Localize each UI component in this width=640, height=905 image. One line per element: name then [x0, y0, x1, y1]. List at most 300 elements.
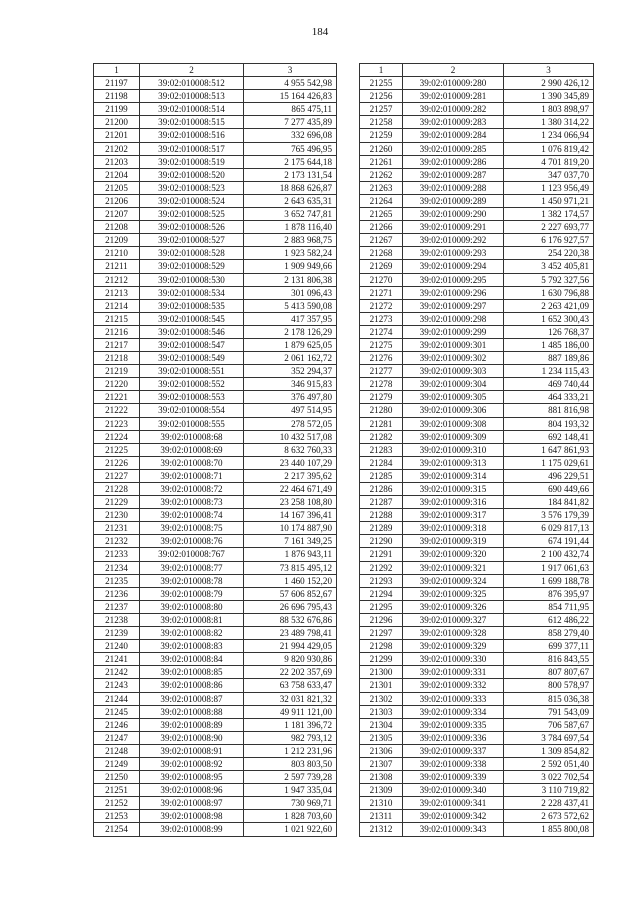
- table-row: [94, 744, 337, 757]
- row-number-cell: 21264: [360, 194, 403, 207]
- table-row: [94, 273, 337, 286]
- value-cell: 2 173 131,54: [244, 168, 337, 181]
- value-cell: 1 309 854,82: [504, 744, 594, 757]
- row-number-cell: 21258: [360, 116, 403, 129]
- cadastral-number-cell: 39:02:010009:336: [403, 731, 504, 744]
- cadastral-number-cell: 39:02:010008:73: [140, 496, 244, 509]
- table-row: [94, 221, 337, 234]
- cadastral-number-cell: 39:02:010009:317: [403, 509, 504, 522]
- table-row: [360, 666, 594, 679]
- value-cell: 3 652 747,81: [244, 208, 337, 221]
- cadastral-number-cell: 39:02:010009:286: [403, 155, 504, 168]
- value-cell: 49 911 121,00: [244, 705, 337, 718]
- value-cell: 1 212 231,96: [244, 744, 337, 757]
- row-number-cell: 21240: [94, 640, 140, 653]
- row-number-cell: 21208: [94, 221, 140, 234]
- value-cell: 612 486,22: [504, 613, 594, 626]
- table-row: [94, 90, 337, 103]
- row-number-cell: 21229: [94, 496, 140, 509]
- table-row: [94, 299, 337, 312]
- cadastral-number-cell: 39:02:010009:308: [403, 417, 504, 430]
- cadastral-number-cell: 39:02:010008:82: [140, 627, 244, 640]
- row-number-cell: 21282: [360, 430, 403, 443]
- table-row: [360, 194, 594, 207]
- row-number-cell: 21300: [360, 666, 403, 679]
- table-row: [94, 548, 337, 561]
- cadastral-number-cell: 39:02:010008:75: [140, 522, 244, 535]
- row-number-cell: 21266: [360, 221, 403, 234]
- row-number-cell: 21211: [94, 260, 140, 273]
- value-cell: 22 464 671,49: [244, 483, 337, 496]
- value-cell: 3 452 405,81: [504, 260, 594, 273]
- table-row: [94, 797, 337, 810]
- table-row: [360, 600, 594, 613]
- row-number-cell: 21303: [360, 705, 403, 718]
- row-number-cell: 21248: [94, 744, 140, 757]
- table-row: [94, 587, 337, 600]
- row-number-cell: 21243: [94, 679, 140, 692]
- table-row: [360, 627, 594, 640]
- table-row: [94, 823, 337, 836]
- cadastral-number-cell: 39:02:010009:342: [403, 810, 504, 823]
- cadastral-number-cell: 39:02:010009:283: [403, 116, 504, 129]
- table-row: [94, 784, 337, 797]
- cadastral-number-cell: 39:02:010009:329: [403, 640, 504, 653]
- cadastral-number-cell: 39:02:010009:294: [403, 260, 504, 273]
- cadastral-number-cell: 39:02:010008:529: [140, 260, 244, 273]
- value-cell: 3 784 697,54: [504, 731, 594, 744]
- table-row: [360, 352, 594, 365]
- value-cell: 88 532 676,86: [244, 613, 337, 626]
- table-row: [94, 810, 337, 823]
- row-number-cell: 21205: [94, 181, 140, 194]
- row-number-cell: 21256: [360, 90, 403, 103]
- value-cell: 1 460 152,20: [244, 574, 337, 587]
- cadastral-number-cell: 39:02:010008:68: [140, 430, 244, 443]
- row-number-cell: 21268: [360, 247, 403, 260]
- cadastral-number-cell: 39:02:010009:328: [403, 627, 504, 640]
- row-number-cell: 21280: [360, 404, 403, 417]
- cadastral-number-cell: 39:02:010009:301: [403, 338, 504, 351]
- cadastral-number-cell: 39:02:010009:295: [403, 273, 504, 286]
- row-number-cell: 21228: [94, 483, 140, 496]
- row-number-cell: 21294: [360, 587, 403, 600]
- cadastral-number-cell: 39:02:010009:343: [403, 823, 504, 836]
- table-row: [360, 286, 594, 299]
- cadastral-number-cell: 39:02:010009:339: [403, 771, 504, 784]
- table-row: [360, 574, 594, 587]
- cadastral-number-cell: 39:02:010008:83: [140, 640, 244, 653]
- table-row: [94, 653, 337, 666]
- cadastral-number-cell: 39:02:010009:313: [403, 456, 504, 469]
- value-cell: 10 174 887,90: [244, 522, 337, 535]
- cadastral-number-cell: 39:02:010009:334: [403, 705, 504, 718]
- cadastral-number-cell: 39:02:010008:87: [140, 692, 244, 705]
- cadastral-number-cell: 39:02:010009:290: [403, 208, 504, 221]
- row-number-cell: 21259: [360, 129, 403, 142]
- value-cell: 347 037,70: [504, 168, 594, 181]
- cadastral-number-cell: 39:02:010009:287: [403, 168, 504, 181]
- cadastral-number-cell: 39:02:010009:340: [403, 784, 504, 797]
- value-cell: 1 021 922,60: [244, 823, 337, 836]
- cadastral-number-cell: 39:02:010008:97: [140, 797, 244, 810]
- table-row: [94, 771, 337, 784]
- row-number-cell: 21299: [360, 653, 403, 666]
- row-number-cell: 21199: [94, 103, 140, 116]
- value-cell: 6 176 927,57: [504, 234, 594, 247]
- row-number-cell: 21311: [360, 810, 403, 823]
- value-cell: 10 432 517,08: [244, 430, 337, 443]
- value-cell: 7 161 349,25: [244, 535, 337, 548]
- value-cell: 876 395,97: [504, 587, 594, 600]
- cadastral-number-cell: 39:02:010008:98: [140, 810, 244, 823]
- value-cell: 800 578,97: [504, 679, 594, 692]
- cadastral-number-cell: 39:02:010008:547: [140, 338, 244, 351]
- table-row: [360, 417, 594, 430]
- row-number-cell: 21250: [94, 771, 140, 784]
- table-row: [94, 142, 337, 155]
- value-cell: 765 496,95: [244, 142, 337, 155]
- row-number-cell: 21260: [360, 142, 403, 155]
- row-number-cell: 21225: [94, 443, 140, 456]
- value-cell: 15 164 426,83: [244, 90, 337, 103]
- row-number-cell: 21224: [94, 430, 140, 443]
- value-cell: 2 643 635,31: [244, 194, 337, 207]
- table-row: [360, 168, 594, 181]
- cadastral-number-cell: 39:02:010009:292: [403, 234, 504, 247]
- value-cell: 807 807,67: [504, 666, 594, 679]
- cadastral-number-cell: 39:02:010009:296: [403, 286, 504, 299]
- cadastral-number-cell: 39:02:010008:528: [140, 247, 244, 260]
- value-cell: 2 131 806,38: [244, 273, 337, 286]
- table-row: [360, 640, 594, 653]
- value-cell: 376 497,80: [244, 391, 337, 404]
- cadastral-number-cell: 39:02:010009:297: [403, 299, 504, 312]
- cadastral-number-cell: 39:02:010008:549: [140, 352, 244, 365]
- value-cell: 7 277 435,89: [244, 116, 337, 129]
- row-number-cell: 21207: [94, 208, 140, 221]
- cadastral-number-cell: 39:02:010009:293: [403, 247, 504, 260]
- row-number-cell: 21301: [360, 679, 403, 692]
- value-cell: 803 803,50: [244, 757, 337, 770]
- cadastral-number-cell: 39:02:010008:95: [140, 771, 244, 784]
- row-number-cell: 21198: [94, 90, 140, 103]
- table-row: [94, 456, 337, 469]
- cadastral-number-cell: 39:02:010008:88: [140, 705, 244, 718]
- cadastral-number-cell: 39:02:010009:332: [403, 679, 504, 692]
- value-cell: 2 592 051,40: [504, 757, 594, 770]
- value-cell: 2 597 739,28: [244, 771, 337, 784]
- row-number-cell: 21241: [94, 653, 140, 666]
- table-row: [94, 325, 337, 338]
- value-cell: 1 380 314,22: [504, 116, 594, 129]
- table-row: [94, 417, 337, 430]
- cadastral-number-cell: 39:02:010009:330: [403, 653, 504, 666]
- table-row: [94, 430, 337, 443]
- row-number-cell: 21244: [94, 692, 140, 705]
- row-number-cell: 21302: [360, 692, 403, 705]
- value-cell: 1 803 898,97: [504, 103, 594, 116]
- cadastral-number-cell: 39:02:010009:310: [403, 443, 504, 456]
- cadastral-number-cell: 39:02:010009:281: [403, 90, 504, 103]
- row-number-cell: 21221: [94, 391, 140, 404]
- table-row: [94, 600, 337, 613]
- table-row: [94, 522, 337, 535]
- value-cell: 1 876 943,11: [244, 548, 337, 561]
- table-row: [360, 810, 594, 823]
- cadastral-number-cell: 39:02:010008:514: [140, 103, 244, 116]
- row-number-cell: 21297: [360, 627, 403, 640]
- table-row: [94, 103, 337, 116]
- row-number-cell: 21213: [94, 286, 140, 299]
- header-cell: 3: [504, 64, 594, 77]
- cadastral-number-cell: 39:02:010009:315: [403, 483, 504, 496]
- row-number-cell: 21306: [360, 744, 403, 757]
- table-row: [360, 273, 594, 286]
- row-number-cell: 21288: [360, 509, 403, 522]
- cadastral-number-cell: 39:02:010008:92: [140, 757, 244, 770]
- cadastral-number-cell: 39:02:010009:319: [403, 535, 504, 548]
- cadastral-number-cell: 39:02:010008:534: [140, 286, 244, 299]
- value-cell: 2 217 395,62: [244, 469, 337, 482]
- value-cell: 2 178 126,29: [244, 325, 337, 338]
- row-number-cell: 21284: [360, 456, 403, 469]
- value-cell: 2 228 437,41: [504, 797, 594, 810]
- row-number-cell: 21217: [94, 338, 140, 351]
- cadastral-number-cell: 39:02:010009:285: [403, 142, 504, 155]
- cadastral-number-cell: 39:02:010008:85: [140, 666, 244, 679]
- table-row: [360, 496, 594, 509]
- cadastral-number-cell: 39:02:010008:519: [140, 155, 244, 168]
- table-row: [94, 509, 337, 522]
- cadastral-number-cell: 39:02:010008:96: [140, 784, 244, 797]
- table-row: [94, 443, 337, 456]
- row-number-cell: 21197: [94, 77, 140, 90]
- row-number-cell: 21218: [94, 352, 140, 365]
- cadastral-number-cell: 39:02:010008:527: [140, 234, 244, 247]
- table-row: [360, 325, 594, 338]
- cadastral-number-cell: 39:02:010008:530: [140, 273, 244, 286]
- table-row: [94, 260, 337, 273]
- value-cell: 497 514,95: [244, 404, 337, 417]
- row-number-cell: 21247: [94, 731, 140, 744]
- value-cell: 4 701 819,20: [504, 155, 594, 168]
- cadastral-number-cell: 39:02:010009:280: [403, 77, 504, 90]
- table-row: [360, 77, 594, 90]
- cadastral-number-cell: 39:02:010008:767: [140, 548, 244, 561]
- cadastral-number-cell: 39:02:010008:72: [140, 483, 244, 496]
- cadastral-number-cell: 39:02:010009:316: [403, 496, 504, 509]
- value-cell: 858 279,40: [504, 627, 594, 640]
- cadastral-number-cell: 39:02:010009:326: [403, 600, 504, 613]
- value-cell: 1 076 819,42: [504, 142, 594, 155]
- value-cell: 346 915,83: [244, 378, 337, 391]
- table-row: [360, 299, 594, 312]
- table-row: [360, 587, 594, 600]
- value-cell: 22 202 357,69: [244, 666, 337, 679]
- cadastral-number-cell: 39:02:010009:284: [403, 129, 504, 142]
- value-cell: 1 382 174,57: [504, 208, 594, 221]
- value-cell: 352 294,37: [244, 365, 337, 378]
- row-number-cell: 21252: [94, 797, 140, 810]
- row-number-cell: 21277: [360, 365, 403, 378]
- value-cell: 332 696,08: [244, 129, 337, 142]
- value-cell: 8 632 760,33: [244, 443, 337, 456]
- cadastral-number-cell: 39:02:010008:79: [140, 587, 244, 600]
- value-cell: 278 572,05: [244, 417, 337, 430]
- table-row: [94, 613, 337, 626]
- value-cell: 254 220,38: [504, 247, 594, 260]
- table-row: [360, 234, 594, 247]
- row-number-cell: 21296: [360, 613, 403, 626]
- cadastral-number-cell: 39:02:010009:333: [403, 692, 504, 705]
- value-cell: 1 234 066,94: [504, 129, 594, 142]
- table-row: [94, 365, 337, 378]
- row-number-cell: 21261: [360, 155, 403, 168]
- row-number-cell: 21298: [360, 640, 403, 653]
- table-row: [360, 365, 594, 378]
- row-number-cell: 21283: [360, 443, 403, 456]
- cadastral-number-cell: 39:02:010008:553: [140, 391, 244, 404]
- value-cell: 4 955 542,98: [244, 77, 337, 90]
- table-row: [360, 312, 594, 325]
- value-cell: 3 576 179,39: [504, 509, 594, 522]
- cadastral-number-cell: 39:02:010009:327: [403, 613, 504, 626]
- row-number-cell: 21216: [94, 325, 140, 338]
- cadastral-number-cell: 39:02:010008:84: [140, 653, 244, 666]
- table-row: [94, 168, 337, 181]
- table-row: [360, 483, 594, 496]
- table-row: [94, 561, 337, 574]
- cadastral-number-cell: 39:02:010009:320: [403, 548, 504, 561]
- value-cell: 3 110 719,82: [504, 784, 594, 797]
- value-cell: 2 673 572,62: [504, 810, 594, 823]
- value-cell: 791 543,09: [504, 705, 594, 718]
- cadastral-number-cell: 39:02:010009:338: [403, 757, 504, 770]
- row-number-cell: 21242: [94, 666, 140, 679]
- table-row: [360, 823, 594, 836]
- table-row: [94, 181, 337, 194]
- row-number-cell: 21307: [360, 757, 403, 770]
- table-row: [94, 469, 337, 482]
- row-number-cell: 21290: [360, 535, 403, 548]
- row-number-cell: 21236: [94, 587, 140, 600]
- row-number-cell: 21239: [94, 627, 140, 640]
- value-cell: 1 879 625,05: [244, 338, 337, 351]
- value-cell: 1 123 956,49: [504, 181, 594, 194]
- table-row: [94, 391, 337, 404]
- row-number-cell: 21214: [94, 299, 140, 312]
- table-row: [94, 574, 337, 587]
- cadastral-number-cell: 39:02:010009:302: [403, 352, 504, 365]
- value-cell: 5 792 327,56: [504, 273, 594, 286]
- value-cell: 887 189,86: [504, 352, 594, 365]
- table-row: [94, 640, 337, 653]
- cadastral-number-cell: 39:02:010008:546: [140, 325, 244, 338]
- row-number-cell: 21223: [94, 417, 140, 430]
- value-cell: 1 390 345,89: [504, 90, 594, 103]
- cadastral-number-cell: 39:02:010008:554: [140, 404, 244, 417]
- table-row: [360, 548, 594, 561]
- cadastral-number-cell: 39:02:010008:78: [140, 574, 244, 587]
- cadastral-number-cell: 39:02:010009:305: [403, 391, 504, 404]
- table-row: [360, 247, 594, 260]
- value-cell: 816 843,55: [504, 653, 594, 666]
- cadastral-number-cell: 39:02:010009:298: [403, 312, 504, 325]
- row-number-cell: 21238: [94, 613, 140, 626]
- table-row: [94, 404, 337, 417]
- row-number-cell: 21253: [94, 810, 140, 823]
- left-table: [93, 63, 337, 837]
- row-number-cell: 21263: [360, 181, 403, 194]
- value-cell: 469 740,44: [504, 378, 594, 391]
- row-number-cell: 21220: [94, 378, 140, 391]
- row-number-cell: 21209: [94, 234, 140, 247]
- table-row: [94, 666, 337, 679]
- value-cell: 5 413 590,08: [244, 299, 337, 312]
- value-cell: 6 029 817,13: [504, 522, 594, 535]
- row-number-cell: 21249: [94, 757, 140, 770]
- value-cell: 982 793,12: [244, 731, 337, 744]
- row-number-cell: 21309: [360, 784, 403, 797]
- cadastral-number-cell: 39:02:010008:551: [140, 365, 244, 378]
- value-cell: 184 841,82: [504, 496, 594, 509]
- row-number-cell: 21232: [94, 535, 140, 548]
- table-row: [360, 208, 594, 221]
- table-row: [94, 247, 337, 260]
- row-number-cell: 21274: [360, 325, 403, 338]
- value-cell: 126 768,37: [504, 325, 594, 338]
- cadastral-number-cell: 39:02:010009:304: [403, 378, 504, 391]
- cadastral-number-cell: 39:02:010008:71: [140, 469, 244, 482]
- value-cell: 815 036,38: [504, 692, 594, 705]
- row-number-cell: 21273: [360, 312, 403, 325]
- table-row: [94, 718, 337, 731]
- row-number-cell: 21257: [360, 103, 403, 116]
- table-row: [94, 535, 337, 548]
- table-row: [360, 797, 594, 810]
- value-cell: 464 333,21: [504, 391, 594, 404]
- table-row: [94, 757, 337, 770]
- cadastral-number-cell: 39:02:010008:89: [140, 718, 244, 731]
- table-row: [360, 535, 594, 548]
- value-cell: 23 440 107,29: [244, 456, 337, 469]
- value-cell: 1 878 116,40: [244, 221, 337, 234]
- page-number: 184: [311, 26, 329, 38]
- cadastral-number-cell: 39:02:010008:520: [140, 168, 244, 181]
- value-cell: 417 357,95: [244, 312, 337, 325]
- row-number-cell: 21270: [360, 273, 403, 286]
- row-number-cell: 21251: [94, 784, 140, 797]
- cadastral-number-cell: 39:02:010008:74: [140, 509, 244, 522]
- table-row: [94, 679, 337, 692]
- row-number-cell: 21210: [94, 247, 140, 260]
- cadastral-number-cell: 39:02:010009:288: [403, 181, 504, 194]
- table-row: [360, 784, 594, 797]
- table-row: [360, 718, 594, 731]
- table-row: [94, 731, 337, 744]
- value-cell: 1 855 800,08: [504, 823, 594, 836]
- table-row: [360, 613, 594, 626]
- value-cell: 865 475,11: [244, 103, 337, 116]
- table-row: [360, 705, 594, 718]
- cadastral-number-cell: 39:02:010008:552: [140, 378, 244, 391]
- row-number-cell: 21278: [360, 378, 403, 391]
- table-row: [360, 116, 594, 129]
- cadastral-number-cell: 39:02:010008:86: [140, 679, 244, 692]
- value-cell: 1 909 949,66: [244, 260, 337, 273]
- header-cell: 1: [94, 64, 140, 77]
